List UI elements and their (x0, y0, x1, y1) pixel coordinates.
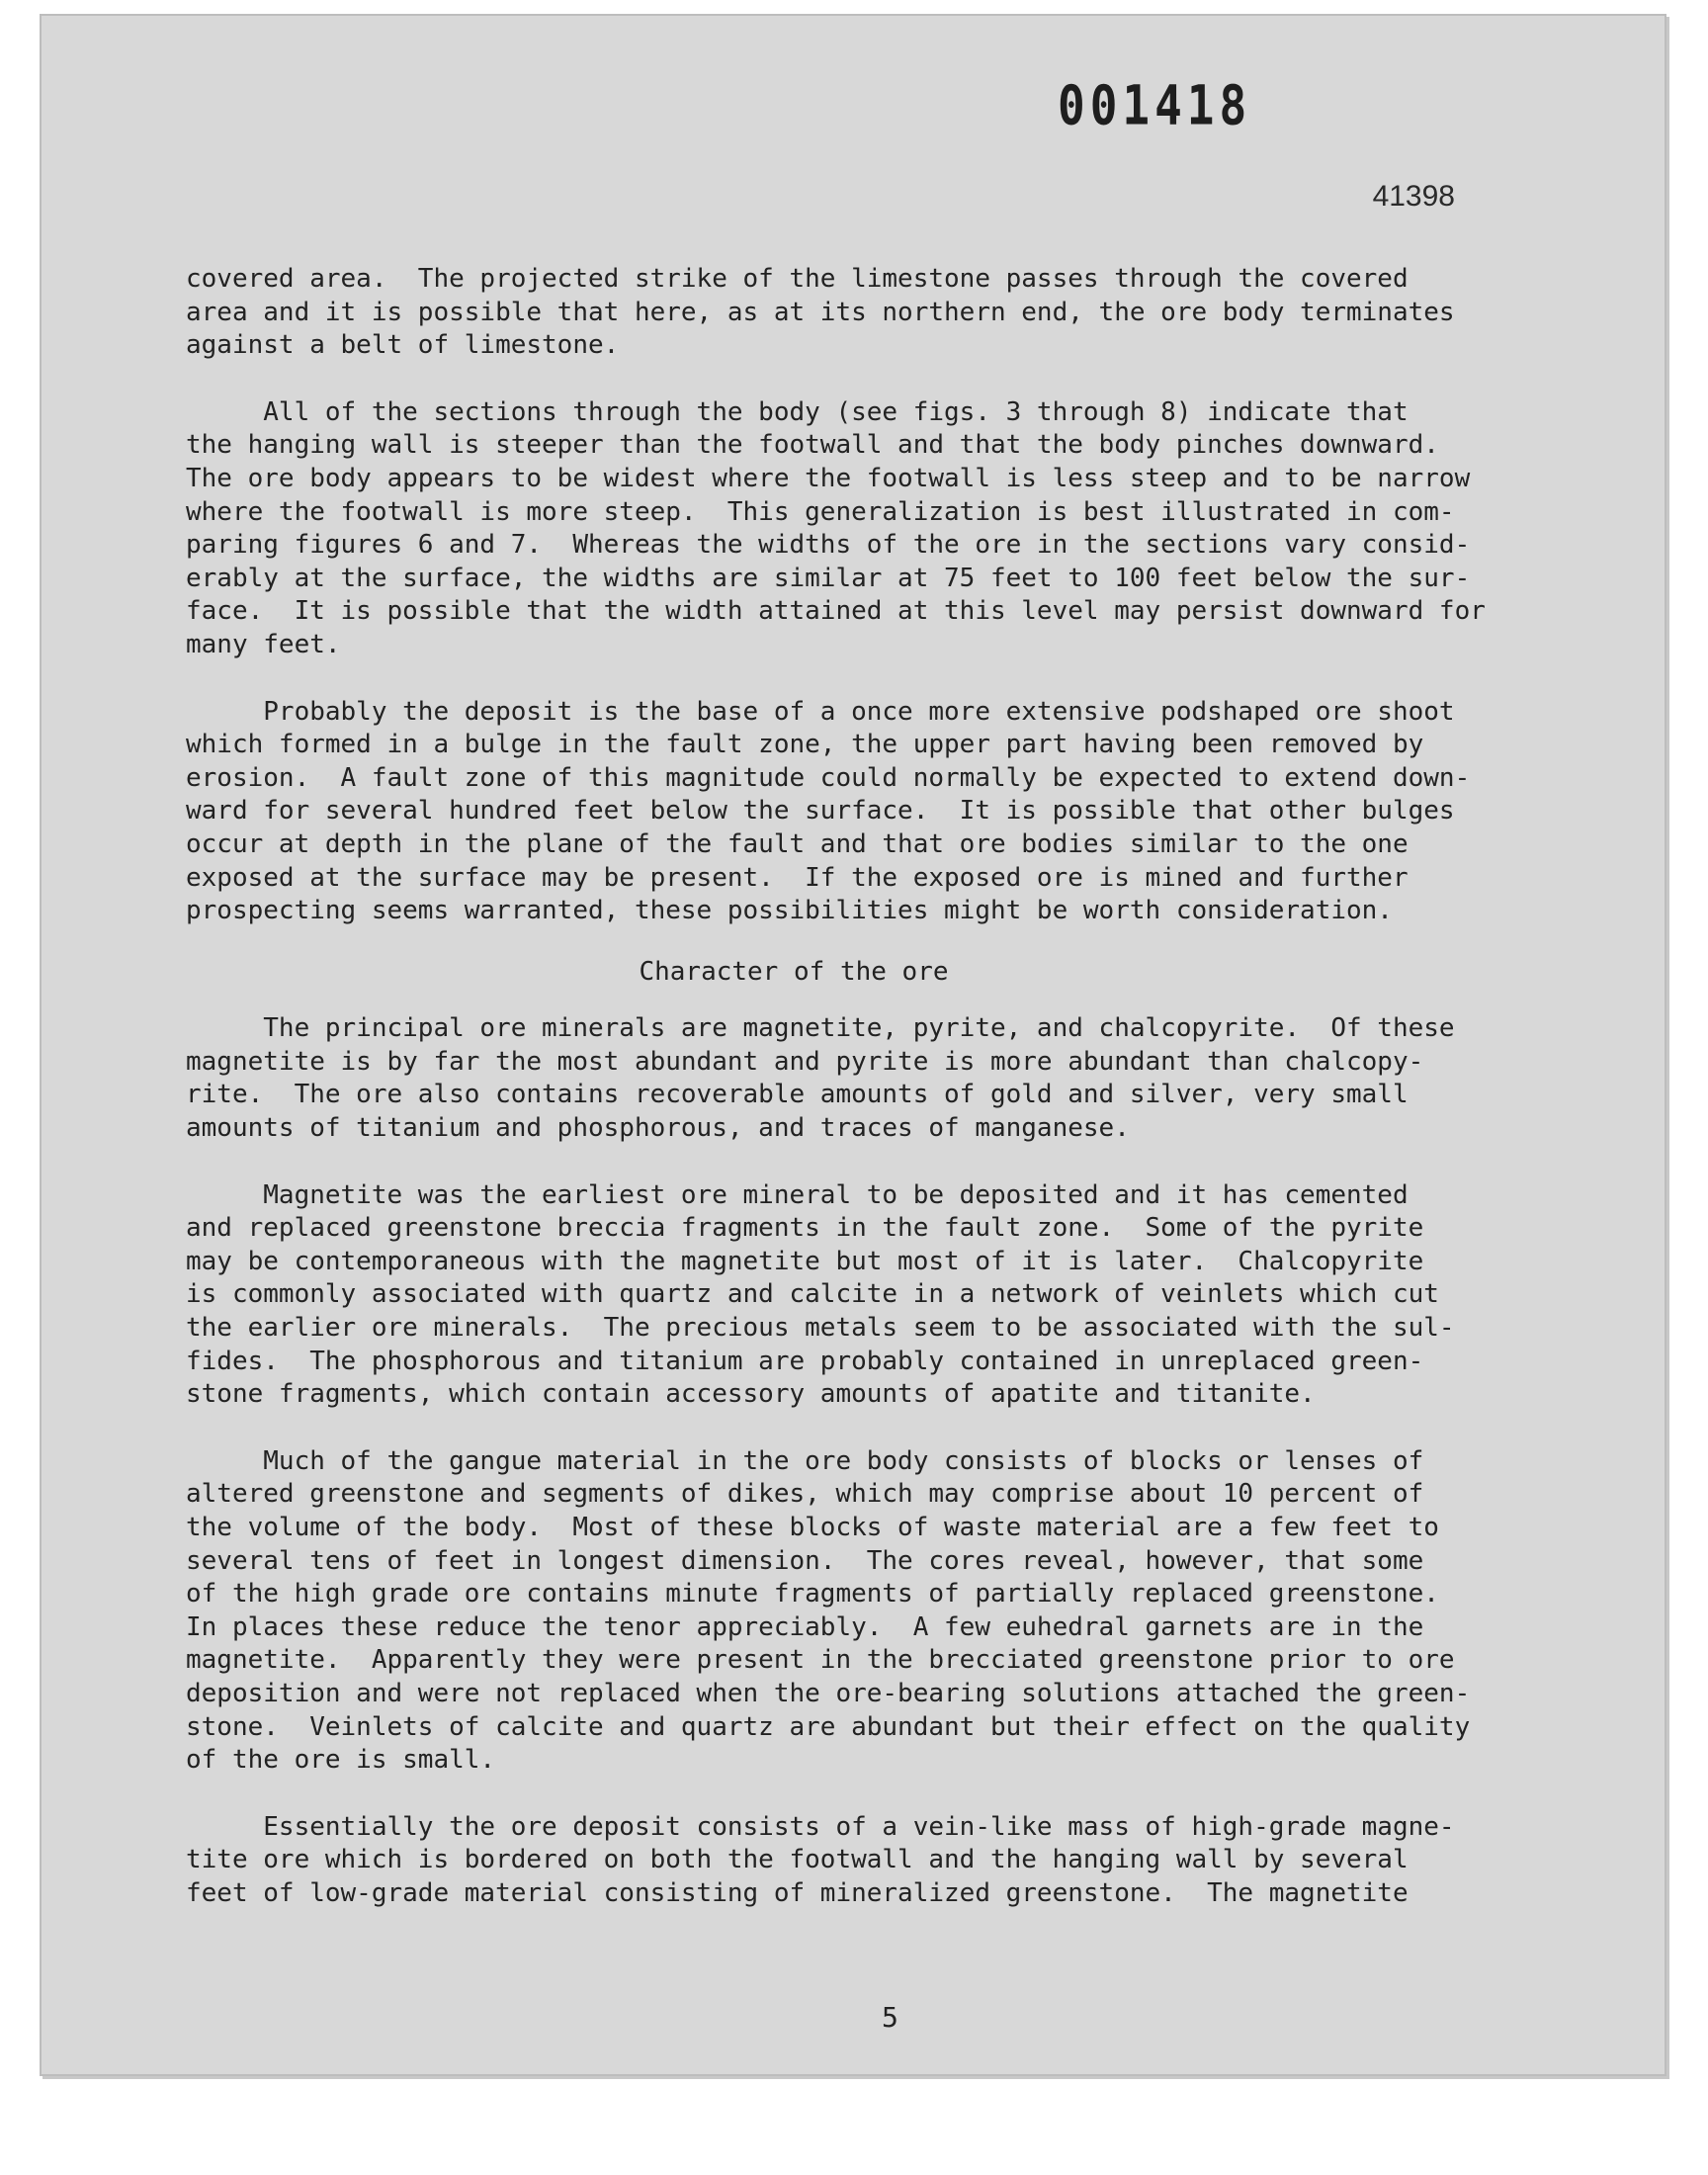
text-line: fides. The phosphorous and titanium are probably contained in unreplaced green- (186, 1346, 1424, 1376)
text-line: against a belt of limestone. (186, 330, 620, 361)
text-line: of the ore is small. (186, 1745, 496, 1776)
paragraph (186, 263, 1570, 363)
text-line: which formed in a bulge in the fault zone, the upper part having been removed by (186, 730, 1424, 760)
paragraph (186, 396, 1570, 662)
document-number: 41398 (1372, 180, 1455, 213)
text-line: feet of low-grade material consisting of mineralized greenstone. The magnetite (186, 1877, 1409, 1908)
text-line: rite. The ore also contains recoverable amounts of gold and silver, very small (186, 1080, 1409, 1110)
text-line: Much of the gangue material in the ore body consists of blocks or lenses of (186, 1445, 1424, 1476)
text-line: Probably the deposit is the base of a once more extensive podshaped ore shoot (186, 696, 1455, 727)
text-line: occur at depth in the plane of the fault and that ore bodies similar to the one (186, 828, 1409, 859)
text-line: The ore body appears to be widest where the footwall is less steep and to be narrow (186, 463, 1471, 493)
text-line: the earlier ore minerals. The precious metals seem to be associated with the sul- (186, 1313, 1455, 1344)
text-line: deposition and were not replaced when the ore-bearing solutions attached the green- (186, 1678, 1471, 1708)
text-line: The principal ore minerals are magnetite, pyrite, and chalcopyrite. Of these (186, 1013, 1455, 1044)
text-line: exposed at the surface may be present. If the exposed ore is mined and further (186, 862, 1409, 893)
section-heading: Character of the ore (639, 956, 949, 987)
paragraph (186, 1811, 1570, 1911)
paragraph (186, 1179, 1570, 1412)
text-line: stone fragments, which contain accessory amounts of apatite and titanite. (186, 1379, 1316, 1410)
text-line: may be contemporaneous with the magnetite but most of it is later. Chalcopyrite (186, 1246, 1424, 1276)
text-line: of the high grade ore contains minute fragments of partially replaced greenstone. (186, 1579, 1439, 1610)
text-line: face. It is possible that the width attained at this level may persist downward for (186, 596, 1486, 627)
text-line: the volume of the body. Most of these blocks of waste material are a few feet to (186, 1513, 1439, 1542)
text-line: area and it is possible that here, as at its northern end, the ore body terminates (186, 297, 1455, 327)
text-line: magnetite. Apparently they were present in the brecciated greenstone prior to ore (186, 1645, 1455, 1676)
page-number: 5 (882, 2001, 898, 2034)
paragraph (186, 1012, 1570, 1145)
serial-number: 001418 (1058, 73, 1252, 137)
text-line: All of the sections through the body (see figs. 3 through 8) indicate that (186, 396, 1409, 427)
text-line: erosion. A fault zone of this magnitude could normally be expected to extend down- (186, 762, 1471, 793)
text-line: In places these reduce the tenor appreciably. A few euhedral garnets are in the (186, 1611, 1424, 1642)
text-line: and replaced greenstone breccia fragments in the fault zone. Some of the pyrite (186, 1213, 1424, 1244)
text-line: magnetite is by far the most abundant and pyrite is more abundant than chalcopy- (186, 1046, 1424, 1077)
paragraph (186, 696, 1570, 928)
text-line: tite ore which is bordered on both the footwall and the hanging wall by several (186, 1845, 1409, 1875)
text-line: is commonly associated with quartz and calcite in a network of veinlets which cut (186, 1279, 1439, 1310)
text-line: altered greenstone and segments of dikes, which may comprise about 10 percent of (186, 1479, 1424, 1510)
text-line: where the footwall is more steep. This generalization is best illustrated in com- (186, 496, 1455, 527)
text-line: prospecting seems warranted, these possibilities might be worth consideration. (186, 896, 1393, 926)
text-line: the hanging wall is steeper than the footwall and that the body pinches downward. (186, 430, 1439, 461)
text-line: Essentially the ore deposit consists of a vein-like mass of high-grade magne- (186, 1811, 1455, 1842)
text-line: many feet. (186, 629, 341, 659)
text-line: paring figures 6 and 7. Whereas the widths of the ore in the sections vary consid- (186, 530, 1471, 561)
body-text (186, 263, 1570, 1911)
text-line: covered area. The projected strike of the limestone passes through the covered (186, 264, 1409, 294)
text-line: amounts of titanium and phosphorous, and traces of manganese. (186, 1113, 1130, 1144)
text-line: Magnetite was the earliest ore mineral to be deposited and it has cemented (186, 1179, 1409, 1210)
text-line: ward for several hundred feet below the surface. It is possible that other bulges (186, 796, 1455, 826)
text-line: stone. Veinlets of calcite and quartz are abundant but their effect on the quality (186, 1711, 1471, 1742)
text-line: several tens of feet in longest dimension. The cores reveal, however, that some (186, 1545, 1424, 1576)
paragraph (186, 1445, 1570, 1778)
text-line: erably at the surface, the widths are similar at 75 feet to 100 feet below the sur- (186, 563, 1471, 593)
